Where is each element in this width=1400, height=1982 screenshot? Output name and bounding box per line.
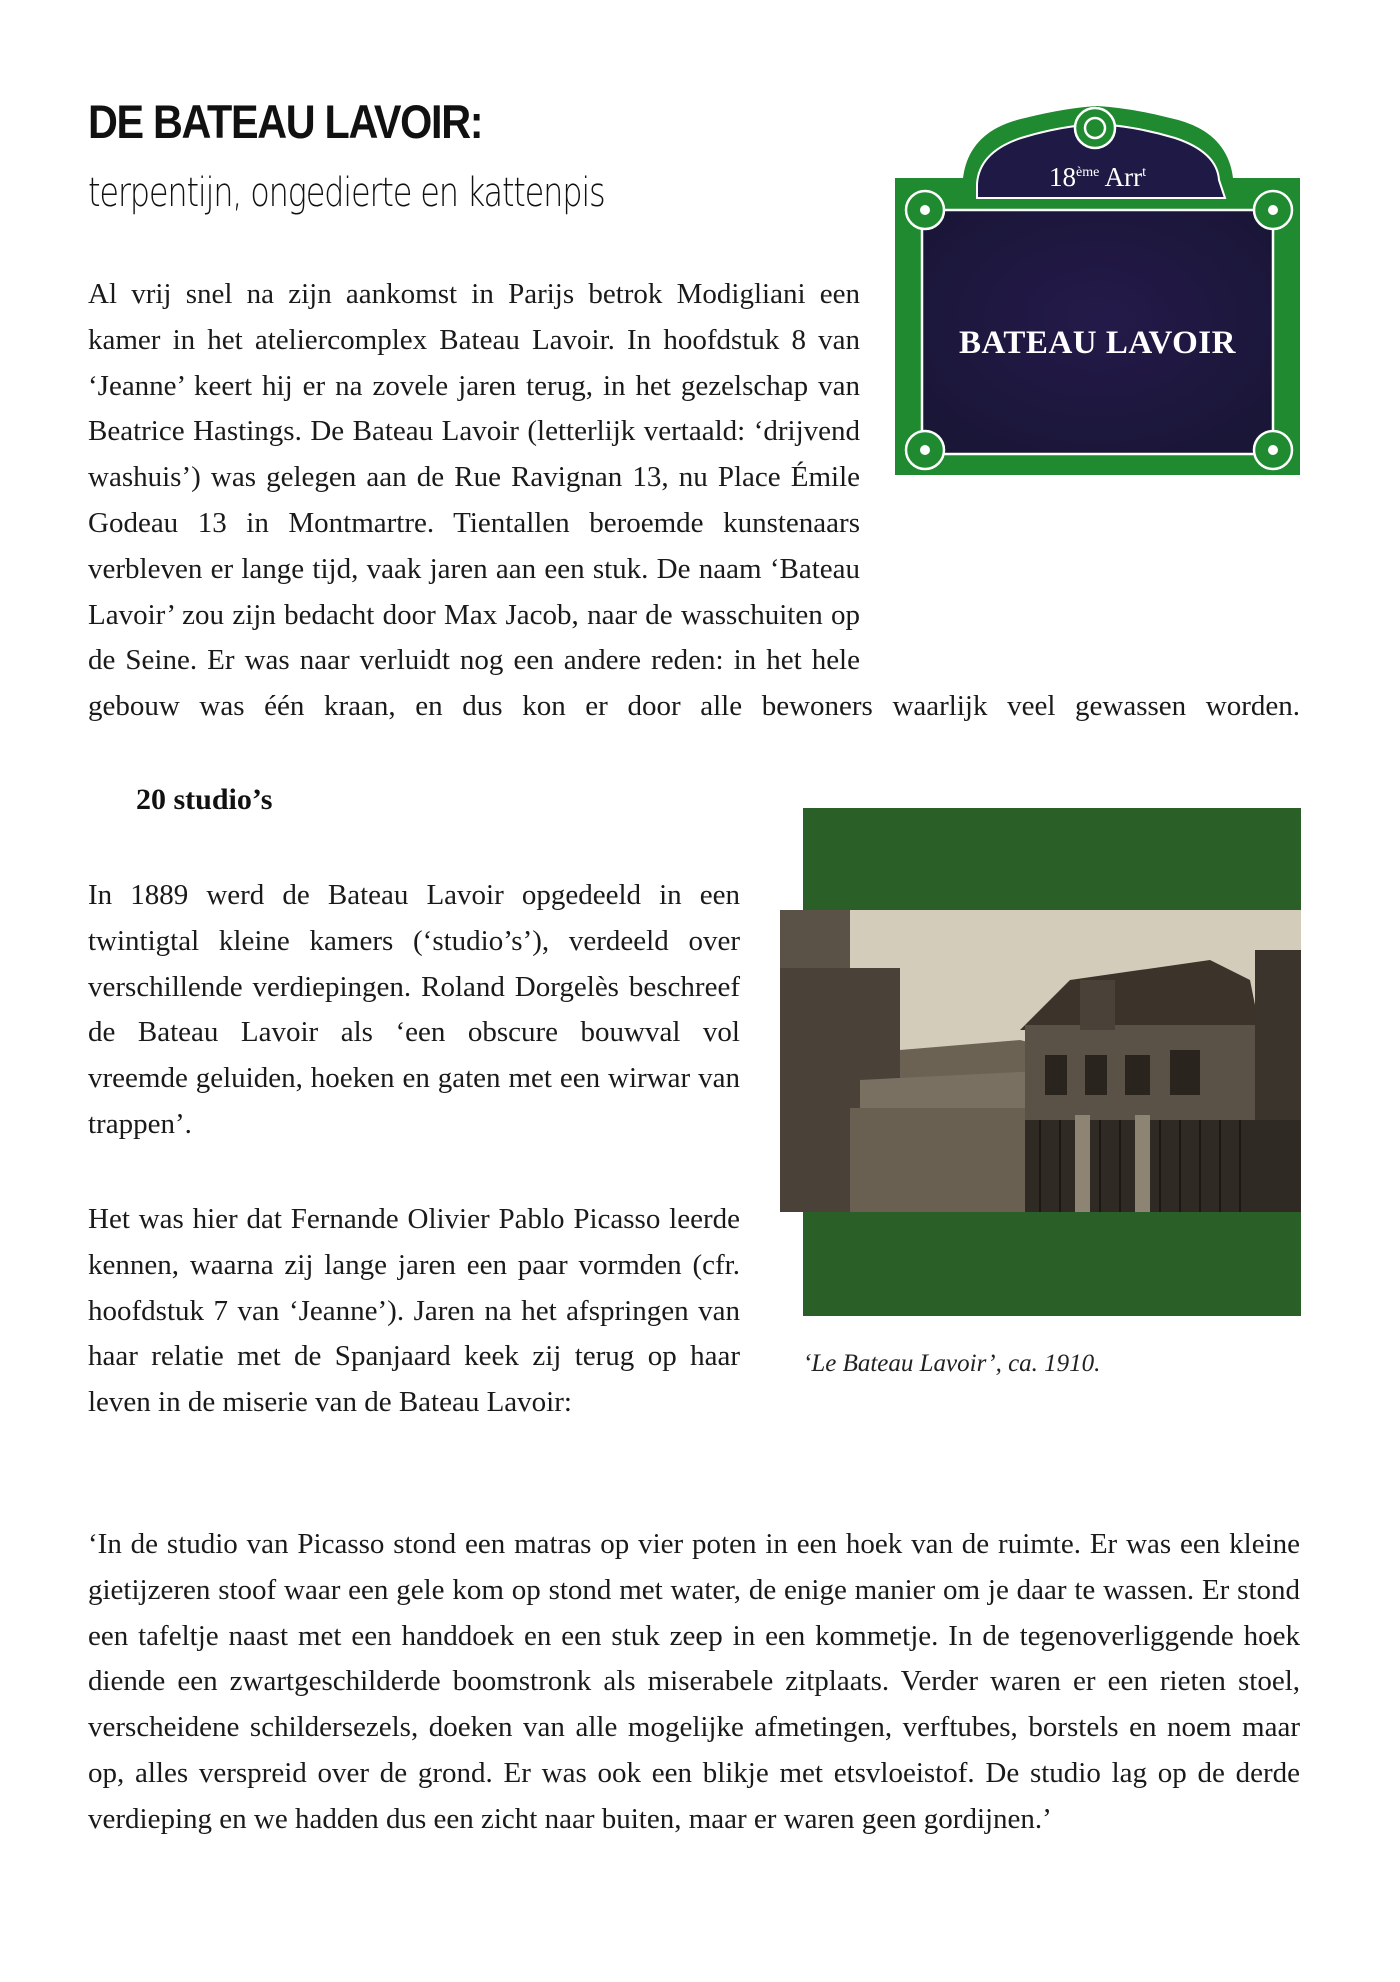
photo-illustration — [780, 910, 1301, 1212]
photo-caption: ‘Le Bateau Lavoir’, ca. 1910. — [803, 1350, 1101, 1377]
sign-district-abbrev-sup: t — [1142, 165, 1146, 180]
quote-paragraph: ‘In de studio van Picasso stond een matras op vier poten in een hoek van de ruimte. Er was een kleine gietijzeren stoof waar een gele kom op stond met water, de enige manier om je daar te wassen. Er stond een tafeltje naast met een handdoek en een stuk zeep in een kommetje. In de tegenoverliggende hoek diende een zwartgeschilderde boomstronk als miserabele zitplaats. Verder waren er een rieten stoel, verscheidene schildersezels, doeken van alle mogelijke afmetingen, verftubes, borstels en noem maar op, alles verspreid over de grond. Er was ook een blikje met etsvloeistof. De studio lag op de derde verdieping en we hadden dus een zicht naar buiten, maar er waren geen gordijnen.’ — [88, 1528, 1300, 1835]
intro-paragraph-text: Al vrij snel na zijn aankomst in Parijs betrok Modigliani een kamer in het ateliercomplex Bateau Lavoir. In hoofdstuk 8 van ‘Jeanne’ keert hij er na zovele jaren terug, in het gezelschap van Beatrice Hastings. De Bateau Lavoir (letterlijk vertaald: ‘drijvend washuis’) was gelegen aan de Rue Ravignan 13, nu Place Émile Godeau 13 in Montmartre. Tientallen beroemde kunstenaars verbleven er lange tijd, vaak jaren aan een stuk. De naam ‘Bateau Lavoir’ zou zijn bedacht door Max Jacob, naar de wasschuiten op de Seine. Er was naar verluidt nog een andere reden: in het hele gebouw was één kraan, en dus kon er door alle bewoners waarlijk veel gewassen worden. — [88, 278, 1300, 723]
sign-district-abbrev: Arr — [1104, 162, 1143, 192]
section-paragraph-1: In 1889 werd de Bateau Lavoir opgedeeld in een twintigtal kleine kamers (‘studio’s’), verdeeld over verschillende verdiepingen. Roland Dorgelès beschreef de Bateau Lavoir als ‘een obscure bouwval vol vreemde geluiden, hoeken en gaten met een wirwar van trappen’. — [88, 879, 740, 1140]
sign-district — [895, 162, 1300, 193]
page-title: DE BATEAU LAVOIR: — [88, 95, 483, 148]
sign-district-number: 18 — [1049, 162, 1077, 192]
intro-paragraph — [88, 272, 1300, 730]
section-paragraph-2: Het was hier dat Fernande Olivier Pablo Picasso leerde kennen, waarna zij lange jaren een paar vormden (cfr. hoofdstuk 7 van ‘Jeanne’). Jaren na het afspringen van haar relatie met de Spanjaard keek zij terug op haar leven in de miserie van de Bateau Lavoir: — [88, 1203, 740, 1419]
sign-district-suffix: ème — [1076, 165, 1100, 180]
sign-street-name: BATEAU LAVOIR — [959, 325, 1236, 361]
section-heading: 20 studio’s — [136, 783, 273, 816]
sign-float-spacer — [860, 272, 1300, 640]
page-subtitle: terpentijn, ongedierte en kattenpis — [88, 170, 605, 216]
bateau-lavoir-photo — [780, 910, 1301, 1212]
